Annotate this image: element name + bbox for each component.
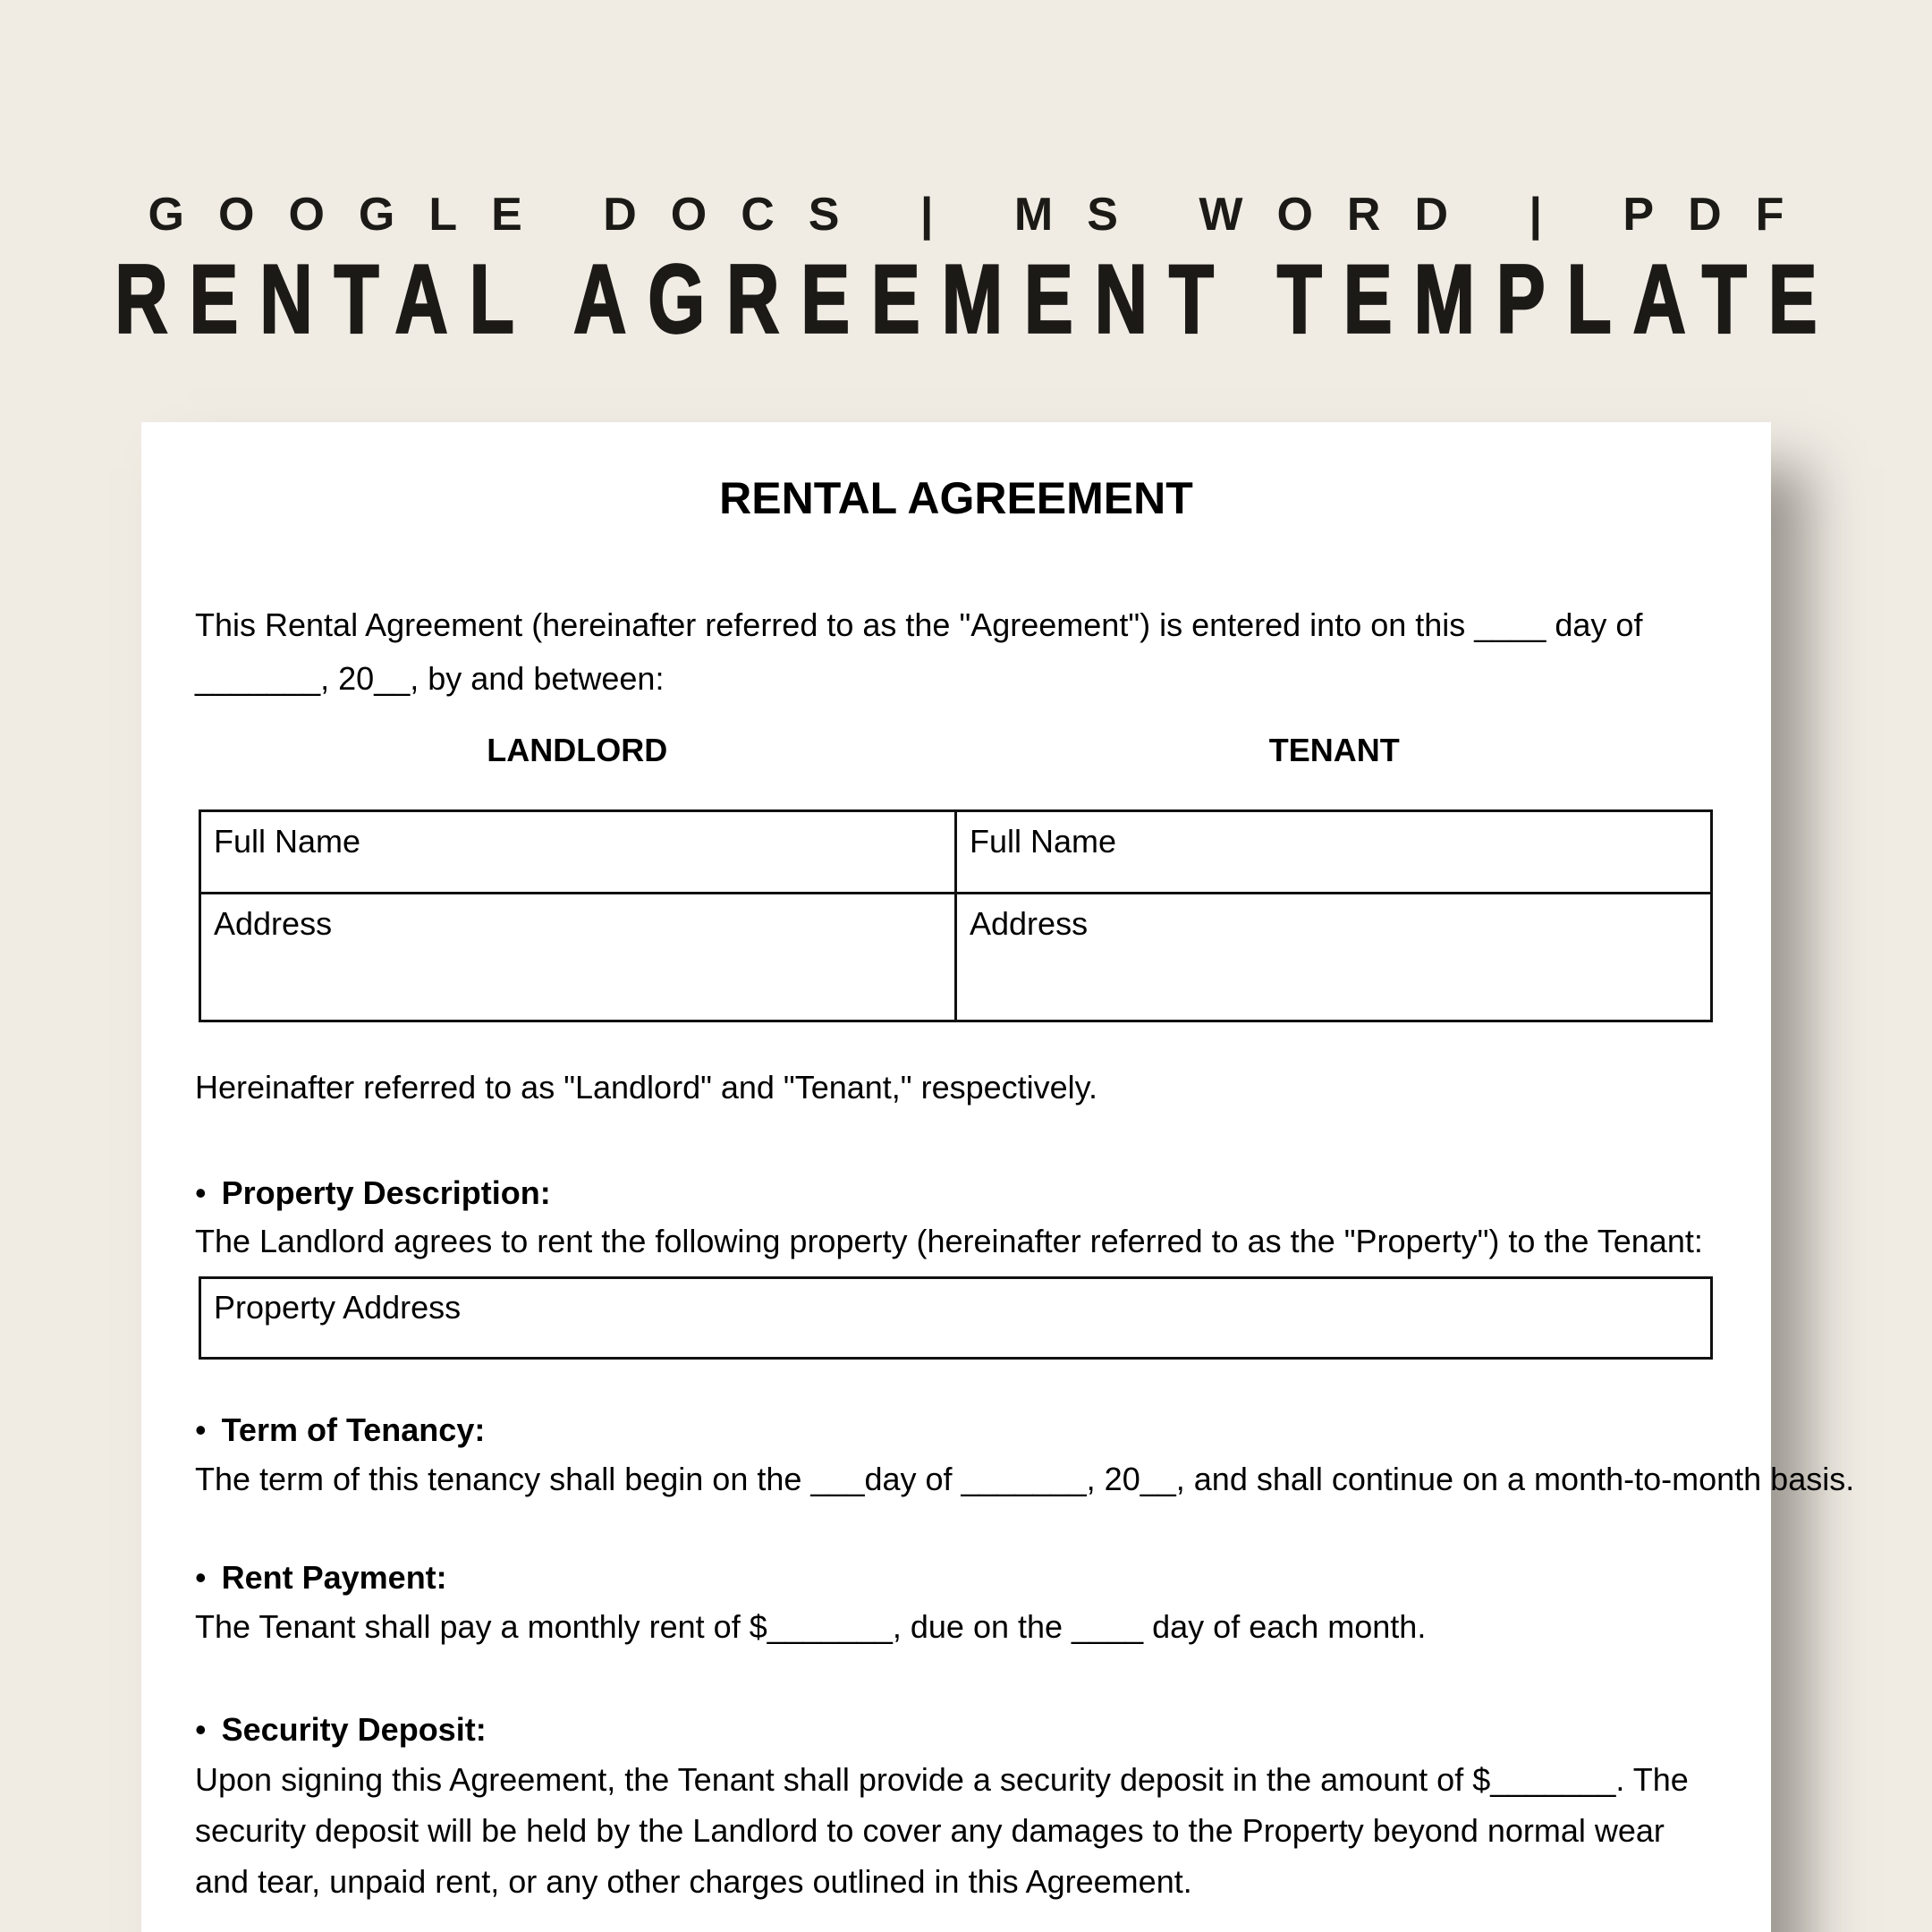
- banner-formats-line: GOOGLE DOCS | MS WORD | PDF: [148, 189, 1818, 241]
- property-description-body: The Landlord agrees to rent the following property (hereinafter referred to as the "Property") to the Tenant:: [195, 1223, 1703, 1259]
- term-of-tenancy-body: The term of this tenancy shall begin on the ___day of _______, 20__, and shall continue on a month-to-month basis.: [195, 1461, 1855, 1497]
- rent-payment-body: The Tenant shall pay a monthly rent of $_______, due on the ____ day of each month.: [195, 1608, 1427, 1645]
- term-of-tenancy-heading: [195, 1412, 485, 1448]
- intro-paragraph: This Rental Agreement (hereinafter referred to as the "Agreement") is entered into on this ____ day of _______, 20__, by and between:: [195, 606, 1643, 697]
- banner-title-wrap: [0, 245, 1932, 354]
- banner-title: RENTAL AGREEMENT TEMPLATE: [114, 246, 1839, 354]
- rent-payment-label: Rent Payment:: [221, 1559, 447, 1596]
- tenant-column-header: TENANT: [1268, 732, 1400, 768]
- document-page: [141, 422, 1855, 1932]
- parties-table: [199, 809, 1713, 1022]
- tenant-full-name-cell: Full Name: [956, 811, 1712, 894]
- rent-payment-heading: [195, 1560, 447, 1596]
- bullet-icon: •: [195, 1411, 207, 1448]
- hereinafter-line: Hereinafter referred to as "Landlord" and "Tenant," respectively.: [195, 1069, 1097, 1106]
- security-deposit-heading: [195, 1712, 487, 1748]
- property-address-box: [199, 1276, 1713, 1360]
- tenant-address-cell: Address: [956, 894, 1712, 1021]
- landlord-address-cell: Address: [200, 894, 956, 1021]
- property-description-label: Property Description:: [221, 1174, 551, 1211]
- bullet-icon: •: [195, 1559, 207, 1596]
- property-description-heading: [195, 1175, 551, 1211]
- address-row: [200, 894, 1712, 1021]
- party-column-headers: [199, 733, 1713, 768]
- landlord-full-name-cell: Full Name: [200, 811, 956, 894]
- security-deposit-label: Security Deposit:: [221, 1711, 487, 1748]
- landlord-column-header: LANDLORD: [487, 732, 668, 768]
- document-title: RENTAL AGREEMENT: [719, 473, 1193, 523]
- full-name-row: [200, 811, 1712, 894]
- security-deposit-body: Upon signing this Agreement, the Tenant shall provide a security deposit in the amount of $_______. The security deposit will be held by the Landlord to cover any damages to the Property beyond normal wear and tear, unpaid rent, or any other charges outlined in this Agreement.: [195, 1761, 1689, 1900]
- term-of-tenancy-label: Term of Tenancy:: [221, 1411, 486, 1448]
- bullet-icon: •: [195, 1174, 207, 1211]
- bullet-icon: •: [195, 1711, 207, 1748]
- property-address-placeholder: Property Address: [214, 1289, 462, 1326]
